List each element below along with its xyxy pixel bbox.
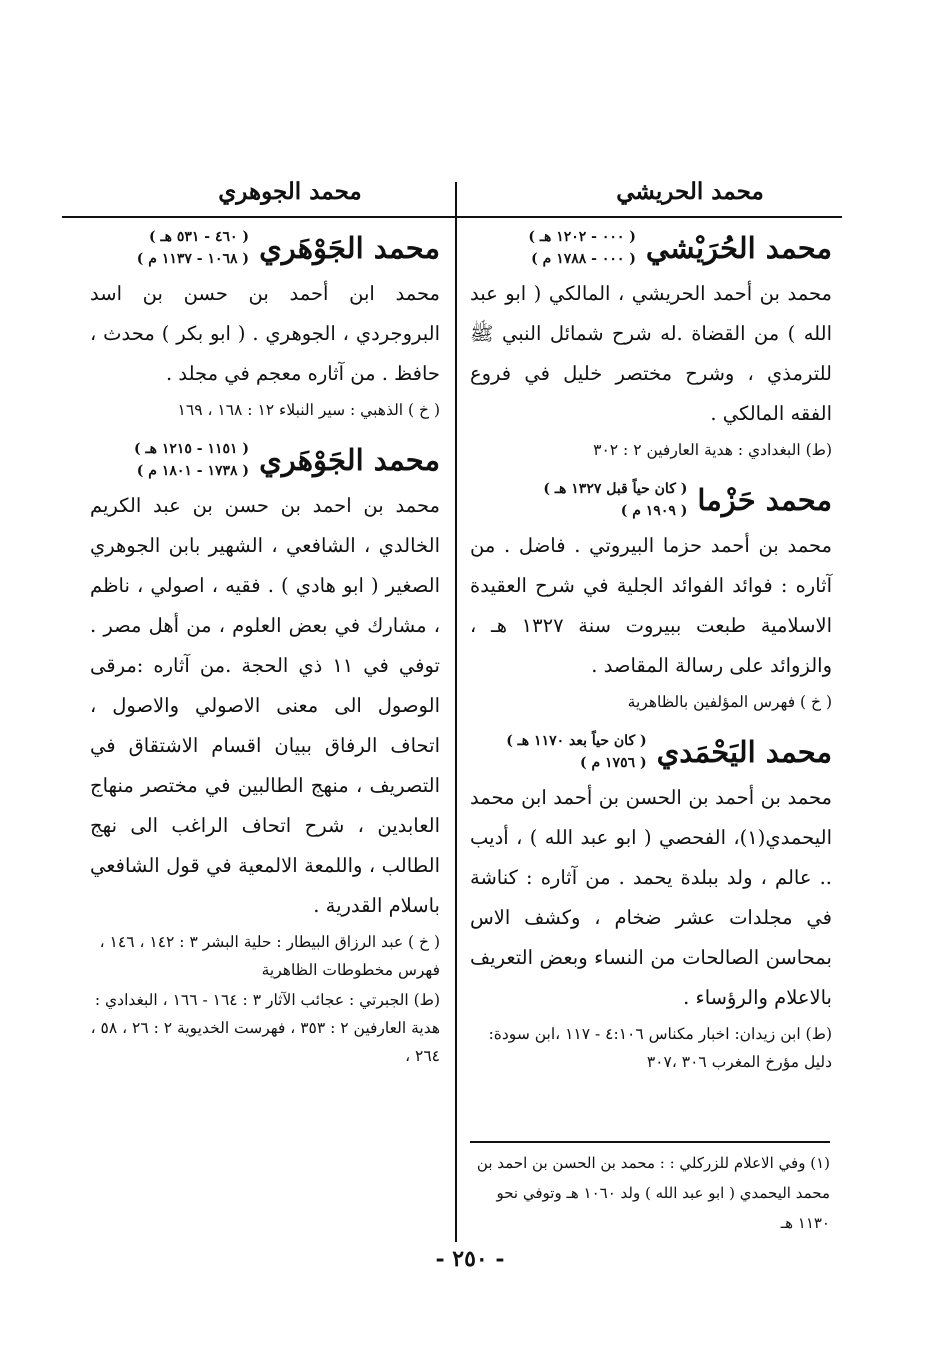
right-column <box>470 226 832 1090</box>
left-column <box>90 226 440 1084</box>
header-rule <box>62 216 842 218</box>
entry-hazma <box>470 478 832 716</box>
entry-dates <box>543 478 687 522</box>
entry-jawhari-2 <box>90 438 440 1070</box>
hijri-dates: ( ١١٥١ - ١٢١٥ هـ ) <box>133 441 250 457</box>
entry-header <box>470 478 832 522</box>
entry-source: (ط) ابن زيدان: اخبار مكناس ٤:١٠٦ - ١١٧ ،ابن سودة: دليل مؤرخ المغرب ٣٠٦ ،٣٠٧ <box>488 1025 832 1071</box>
entry-name: محمد الحُرَيْشي <box>645 231 832 265</box>
entry-dates <box>506 730 646 774</box>
page-number: - ٢٥٠ - <box>435 1246 505 1272</box>
gregorian-dates: ( ٠٠٠ - ١٧٨٨ م ) <box>531 251 636 267</box>
hijri-dates: ( ٠٠٠ - ١٢٠٢ هـ ) <box>528 229 636 245</box>
footnote: (١) وفي الاعلام للزركلي : : محمد بن الحسن بن احمد بن محمد اليحمدي ( ابو عبد الله ) ولد ١٠٦٠ هـ وتوفي نحو ١١٣٠ هـ <box>476 1154 830 1232</box>
entry-dates <box>134 438 249 482</box>
entry-name: محمد اليَحْمَدي <box>656 735 832 769</box>
gregorian-dates: ( ١٧٣٨ - ١٨٠١ م ) <box>136 463 250 479</box>
gregorian-dates: ( ١٩٠٩ م ) <box>620 503 688 519</box>
entry-body: محمد بن أحمد حزما البيروتي . فاضل . من آثاره : فوائد الفوائد الجلية في شرح العقيدة الاسلامية طبعت ببيروت سنة ١٣٢٧ هـ ، والزوائد على رسالة المقاصد . <box>470 534 832 677</box>
entry-jawhari-1 <box>90 226 440 424</box>
entry-header <box>470 226 832 270</box>
entry-header <box>90 226 440 270</box>
running-head-left: محمد الجوهري <box>218 178 362 205</box>
entry-body: محمد بن احمد بن حسن بن عبد الكريم الخالدي ، الشافعي ، الشهير بابن الجوهري الصغير ( ابو هادي ) . فقيه ، اصولي ، ناظم ، مشارك في بعض العلوم ، من أهل مصر . توفي في ١١ ذي الحجة .من آثاره :مرقى الوصول الى معنى الاصولي والاصول ، اتحاف الرفاق ببيان اقسام الاشتقاق في التصريف ، منهج الطالبين في مختصر منهاج العابدين ، شرح اتحاف الراغب الى نهج الطالب ، واللمعة الالمعية في قول الشافعي باسلام القدرية . <box>90 494 440 917</box>
entry-body: محمد ابن أحمد بن حسن بن اسد البروجردي ، الجوهري . ( ابو بكر ) محدث ، حافظ . من آثاره معجم في مجلد . <box>90 282 440 385</box>
entry-dates <box>137 226 249 270</box>
column-divider <box>455 182 457 1242</box>
entry-source: ( خ ) فهرس المؤلفين بالظاهرية <box>627 693 832 711</box>
entry-name: محمد حَزْما <box>697 483 832 517</box>
entry-hurayshi <box>470 226 832 464</box>
entry-body: محمد بن أحمد الحريشي ، المالكي ( ابو عبد الله ) من القضاة .له شرح شمائل النبي ﷺ للترمذي ، وشرح مختصر خليل في فروع الفقه المالكي . <box>470 282 832 425</box>
entry-header <box>90 438 440 482</box>
entry-name: محمد الجَوْهَري <box>259 443 440 477</box>
gregorian-dates: ( ١٧٥٦ م ) <box>579 755 647 771</box>
hijri-dates: ( ٤٦٠ - ٥٣١ هـ ) <box>149 229 250 245</box>
entry-source-printed: (ط) الجبرتي : عجائب الآثار ٣ : ١٦٤ - ١٦٦ ، البغدادي : هدية العارفين ٢ : ٣٥٣ ، فهرست الخديوية ٢ : ٢٦ ، ٥٨ ، ٢٦٤ ، <box>90 991 440 1065</box>
running-head-right: محمد الحريشي <box>616 178 764 205</box>
footnote-rule <box>470 1141 830 1143</box>
entry-source: ( خ ) عبد الرزاق البيطار : حلية البشر ٣ : ١٤٢ ، ١٤٦ ، فهرس مخطوطات الظاهرية <box>99 933 440 979</box>
entry-body: محمد بن أحمد بن الحسن بن أحمد ابن محمد اليحمدي(١)، الفحصي ( ابو عبد الله ) ، أديب .. عالم ، ولد ببلدة يحمد . من آثاره : كناشة في مجلدات عشر ضخام ، وكشف الاس بمحاسن الصالحات من النساء وبعض التعريف بالاعلام والرؤساء . <box>470 786 832 1009</box>
hijri-dates: ( كان حياً قبل ١٣٢٧ هـ ) <box>543 481 688 497</box>
entry-source: (ط) البغدادي : هدية العارفين ٢ : ٣٠٢ <box>593 441 832 459</box>
entry-yahmadi <box>470 730 832 1076</box>
gregorian-dates: ( ١٠٦٨ - ١١٣٧ م ) <box>136 251 250 267</box>
entry-header <box>470 730 832 774</box>
entry-dates <box>528 226 636 270</box>
hijri-dates: ( كان حياً بعد ١١٧٠ هـ ) <box>506 733 647 749</box>
entry-name: محمد الجَوْهَري <box>259 231 440 265</box>
entry-source: ( خ ) الذهبي : سير النبلاء ١٢ : ١٦٨ ، ١٦٩ <box>177 401 440 419</box>
